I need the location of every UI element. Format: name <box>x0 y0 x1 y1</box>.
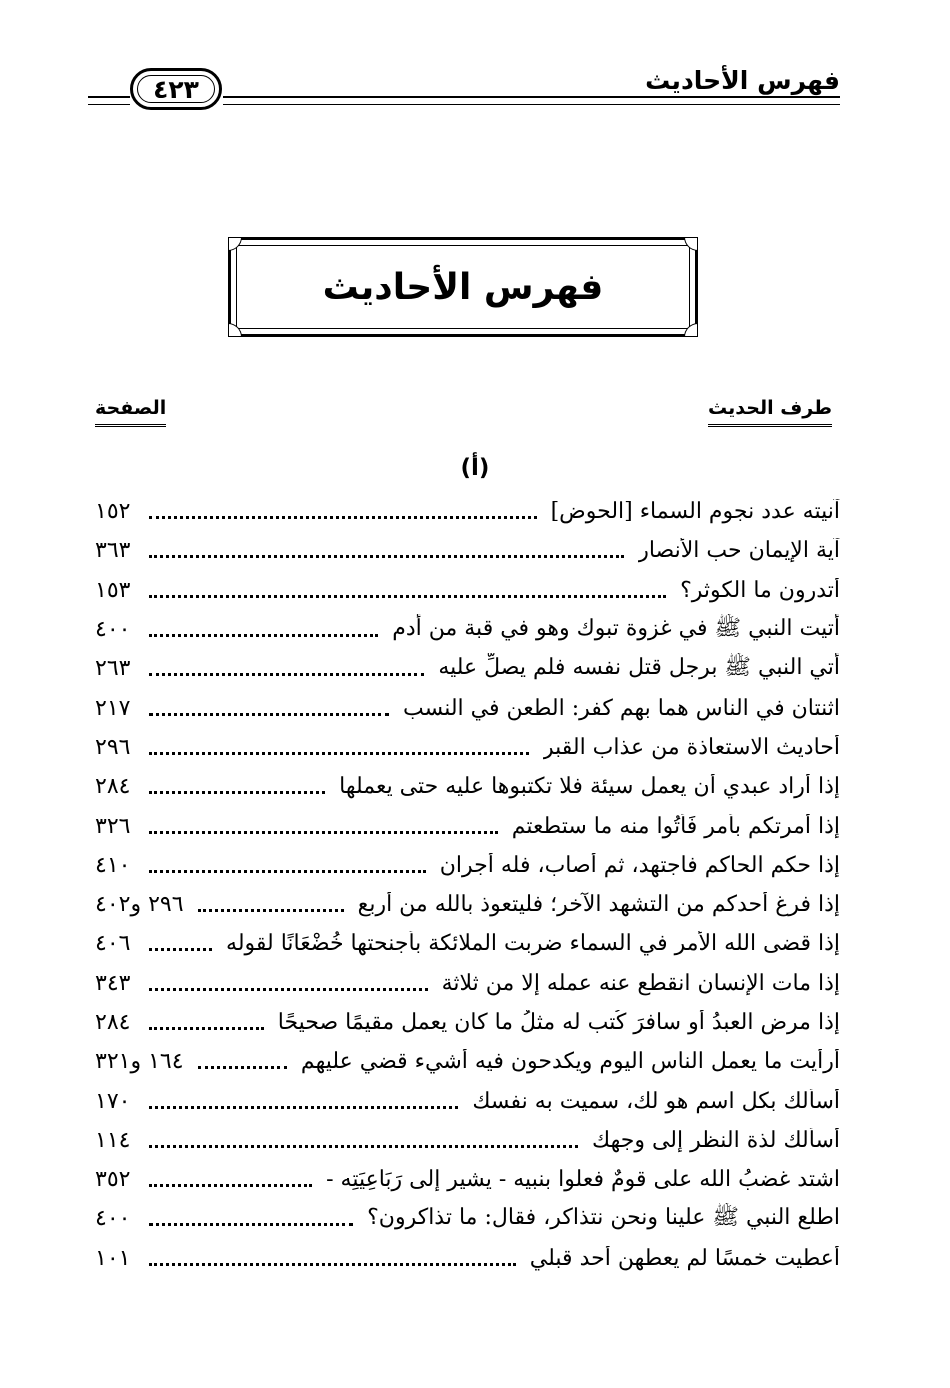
dot-leader <box>149 791 325 794</box>
entry-hadith-text: أسألك بكل اسم هو لك، سميت به نفسك <box>472 1088 840 1114</box>
entry-hadith-text: أرأيت ما يعمل الناس اليوم ويكدحون فيه أشيء قضي عليهم <box>300 1049 840 1075</box>
entry-hadith-text: إذا قضى الله الأمر في السماء ضربت الملائكة بأجنحتها خُضْعَانًا لقوله <box>226 931 840 957</box>
entry-hadith-text: إذا حكم الحاكم فاجتهد، ثم أصاب، فله أجران <box>439 852 840 878</box>
entry-hadith-text: إذا مرض العبدُ أو سافرَ كُتب له مثلُ ما كان يعمل مقيمًا صحيحًا <box>277 1010 840 1035</box>
entry-page-number: ٤٠٠ <box>95 617 131 643</box>
entry-page-number: ٤٠٠ <box>95 1206 131 1232</box>
dot-leader <box>149 1184 312 1187</box>
index-entry <box>95 531 840 570</box>
entry-hadith-text: اثنتان في الناس هما بهم كفر: الطعن في النسب <box>402 695 840 721</box>
dot-leader <box>149 1145 578 1148</box>
entry-hadith-text: أحاديث الاستعاذة من عذاب القبر <box>542 734 840 760</box>
entry-hadith-text: إذا فرغ أحدكم من التشهد الآخر؛ فليتعوذ بالله من أربع <box>357 892 840 918</box>
index-entry <box>95 1121 840 1160</box>
entry-page-number: ١٥٣ <box>95 577 131 603</box>
page-number: ٤٢٣ <box>130 68 222 110</box>
dot-leader <box>149 870 426 873</box>
entry-page-number: ٢١٧ <box>95 695 131 721</box>
entry-hadith-text: اشتد غضبُ الله على قومٌ فعلوا بنبيه - يشير إلى رَبَاعِيَتِه - <box>326 1167 840 1193</box>
index-entry <box>95 1160 840 1199</box>
entry-page-number: ٢٩٦ و٤٠٢ <box>95 892 184 918</box>
index-entry <box>95 610 840 649</box>
index-entry <box>95 1042 840 1081</box>
entry-page-number: ٣٢٦ <box>95 813 131 839</box>
entry-page-number: ٣٤٣ <box>95 970 131 996</box>
dot-leader <box>149 752 529 755</box>
index-entry <box>95 924 840 963</box>
index-entry <box>95 885 840 924</box>
entry-hadith-text: آنيته عدد نجوم السماء [الحوض] <box>550 499 840 525</box>
title-frame <box>228 237 698 337</box>
entry-hadith-text: إذا أراد عبدي أن يعمل سيئة فلا تكتبوها عليه حتى يعملها <box>339 774 840 800</box>
entry-page-number: ٣٥٢ <box>95 1167 131 1193</box>
running-title: فهرس الأحاديث <box>645 66 840 95</box>
index-entry <box>95 649 840 688</box>
header-rule-left <box>88 96 130 105</box>
dot-leader <box>149 1027 264 1030</box>
index-entry <box>95 1239 840 1278</box>
dot-leader <box>149 634 378 637</box>
dot-leader <box>149 831 498 834</box>
entry-page-number: ٢٨٤ <box>95 774 131 800</box>
dot-leader <box>149 555 624 558</box>
entry-page-number: ١٧٠ <box>95 1088 131 1114</box>
entry-hadith-text: أسألك لذة النظر إلى وجهك <box>592 1127 840 1153</box>
entry-hadith-text: أتيت النبي ﷺ في غزوة تبوك وهو في قبة من أدم <box>392 615 840 641</box>
entry-page-number: ١٥٢ <box>95 499 131 525</box>
dot-leader <box>149 673 424 676</box>
dot-leader <box>198 909 344 912</box>
entry-page-number: ٤٠٦ <box>95 931 131 957</box>
entry-hadith-text: أتدرون ما الكوثر؟ <box>680 577 840 603</box>
index-entry <box>95 1199 840 1238</box>
index-entry <box>95 1003 840 1042</box>
index-entry <box>95 688 840 727</box>
dot-leader <box>149 516 537 519</box>
index-entry <box>95 492 840 531</box>
dot-leader <box>149 1106 458 1109</box>
entry-hadith-text: أُتي النبي ﷺ برجل قتل نفسه فلم يصلِّ عليه <box>438 654 840 680</box>
index-title: فهرس الأحاديث <box>322 266 604 308</box>
entry-page-number: ٣٦٣ <box>95 538 131 564</box>
section-heading: (أ) <box>460 455 490 481</box>
index-entry <box>95 806 840 845</box>
entry-page-number: ١١٤ <box>95 1127 131 1153</box>
entry-hadith-text: آية الإيمان حب الأنصار <box>638 538 840 564</box>
index-entry <box>95 846 840 885</box>
entry-page-number: ٢٨٤ <box>95 1010 131 1035</box>
index-entry <box>95 728 840 767</box>
entry-page-number: ١٦٤ و٣٢١ <box>95 1049 184 1075</box>
column-heading-page: الصفحة <box>95 397 166 427</box>
dot-leader <box>149 713 389 716</box>
entry-page-number: ٢٦٣ <box>95 656 131 682</box>
dot-leader <box>149 595 666 598</box>
index-entries <box>95 492 840 1278</box>
index-entry <box>95 767 840 806</box>
dot-leader <box>149 1263 516 1266</box>
entry-hadith-text: أعطيت خمسًا لم يعطهن أحد قبلي <box>529 1245 840 1271</box>
column-heading-hadith: طرف الحديث <box>708 397 832 427</box>
entry-hadith-text: إذا أمرتكم بأمر فَأْتُوا منه ما ستطعتم <box>511 813 840 839</box>
entry-page-number: ١٠١ <box>95 1245 131 1271</box>
running-header <box>88 62 840 116</box>
index-entry <box>95 571 840 610</box>
header-rule-right <box>223 96 840 105</box>
dot-leader <box>149 948 212 951</box>
index-entry <box>95 964 840 1003</box>
entry-hadith-text: اطلع النبي ﷺ علينا ونحن نتذاكر، فقال: ما تذاكرون؟ <box>367 1204 840 1230</box>
dot-leader <box>149 1223 353 1226</box>
entry-page-number: ٢٩٦ <box>95 734 131 760</box>
entry-page-number: ٤١٠ <box>95 852 131 878</box>
dot-leader <box>149 988 428 991</box>
index-entry <box>95 1081 840 1120</box>
dot-leader <box>198 1066 287 1069</box>
entry-hadith-text: إذا مات الإنسان انقطع عنه عمله إلا من ثلاثة <box>441 970 840 996</box>
